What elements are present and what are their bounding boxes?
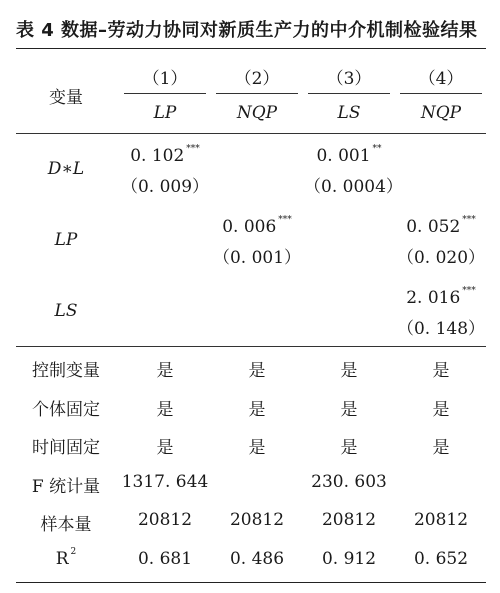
coef-cell	[304, 146, 394, 166]
col-var-3: LS	[337, 103, 361, 123]
footer-cell: 0. 681	[137, 549, 193, 569]
coef-value: 0. 006	[222, 217, 277, 237]
row-label-sample-size: 样本量	[40, 515, 92, 535]
col-var-4: NQP	[420, 103, 462, 123]
footer-cell: 是	[432, 361, 450, 381]
footer-cell: 是	[156, 438, 174, 458]
col-number-3: （3）	[326, 69, 372, 89]
header-subrule-1	[124, 93, 206, 94]
col-var-2: NQP	[236, 103, 278, 123]
coef-cell	[212, 217, 302, 237]
col-var-1: LP	[153, 103, 177, 123]
significance-stars: ***	[278, 215, 292, 226]
header-subrule-2	[216, 93, 298, 94]
footer-cell: 20812	[413, 510, 469, 530]
row-label-r-squared	[16, 549, 116, 569]
footer-cell: 是	[432, 438, 450, 458]
significance-stars: **	[372, 144, 382, 155]
footer-cell: 是	[340, 400, 358, 420]
footer-cell: 是	[432, 400, 450, 420]
coef-cell	[120, 146, 210, 166]
row-label-controls: 控制变量	[32, 361, 100, 381]
table-title: 表 4 数据–劳动力协同对新质生产力的中介机制检验结果	[16, 20, 478, 41]
footer-cell: 是	[340, 438, 358, 458]
r-label: R	[55, 549, 69, 569]
se-cell: （0. 009）	[120, 177, 210, 197]
significance-stars: ***	[186, 144, 200, 155]
footer-cell: 230. 603	[311, 472, 387, 492]
se-cell: （0. 020）	[396, 248, 486, 268]
se-cell: （0. 0004）	[304, 177, 403, 197]
significance-stars: ***	[462, 215, 476, 226]
coef-cell	[396, 217, 486, 237]
row-label-time-fe: 时间固定	[32, 438, 100, 458]
footer-cell: 是	[248, 438, 266, 458]
top-rule	[16, 48, 486, 49]
footer-cell: 0. 912	[321, 549, 377, 569]
row-label-f-stat: F 统计量	[31, 477, 101, 497]
se-cell: （0. 148）	[396, 319, 486, 339]
footer-cell: 20812	[137, 510, 193, 530]
body-rule	[16, 346, 486, 347]
col-number-2: （2）	[234, 69, 280, 89]
footer-cell: 20812	[229, 510, 285, 530]
header-subrule-4	[400, 93, 482, 94]
header-rule	[16, 133, 486, 134]
coef-value: 2. 016	[406, 288, 461, 308]
footer-cell: 20812	[321, 510, 377, 530]
bottom-rule	[16, 582, 486, 583]
row-label-ls: LS	[54, 301, 78, 321]
footer-cell: 是	[248, 400, 266, 420]
header-subrule-3	[308, 93, 390, 94]
footer-cell: 0. 486	[229, 549, 285, 569]
footer-cell: 是	[156, 361, 174, 381]
coef-value: 0. 102	[130, 146, 185, 166]
coef-value: 0. 001	[316, 146, 371, 166]
coef-value: 0. 052	[406, 217, 461, 237]
footer-cell: 是	[340, 361, 358, 381]
row-label-individual-fe: 个体固定	[32, 400, 100, 420]
r-superscript: 2	[70, 547, 77, 558]
coef-cell	[396, 288, 486, 308]
footer-cell: 1317. 644	[121, 472, 209, 492]
footer-cell: 0. 652	[413, 549, 469, 569]
col-number-1: （1）	[142, 69, 188, 89]
col-number-4: （4）	[418, 69, 464, 89]
footer-cell: 是	[156, 400, 174, 420]
row-label-dl: D∗L	[47, 159, 85, 179]
significance-stars: ***	[462, 286, 476, 297]
row-label-lp: LP	[54, 230, 78, 250]
header-var-label: 变量	[49, 88, 83, 108]
se-cell: （0. 001）	[212, 248, 302, 268]
footer-cell: 是	[248, 361, 266, 381]
